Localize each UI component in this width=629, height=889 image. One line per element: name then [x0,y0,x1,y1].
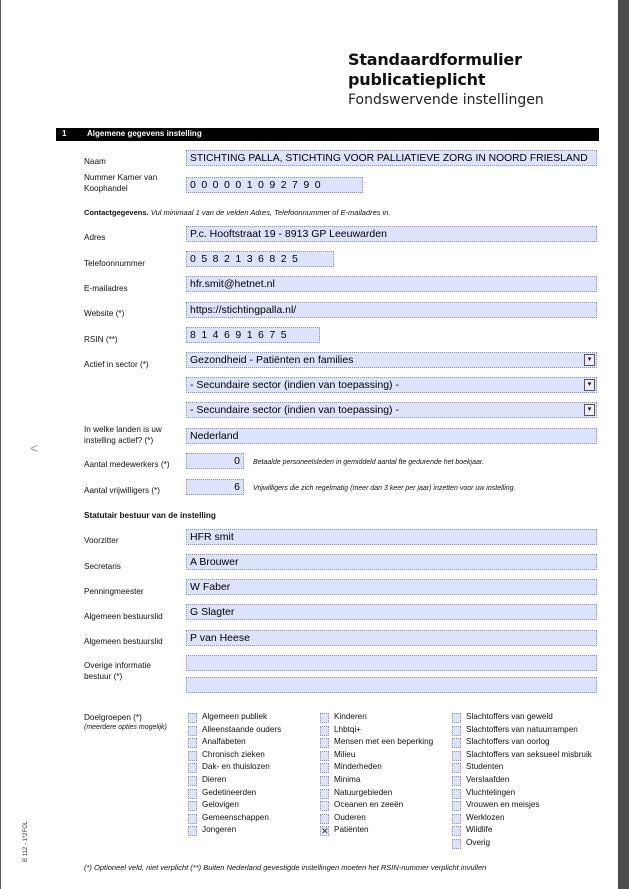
sector3-select[interactable] [186,402,597,418]
checkbox-label: Mensen met een beperking [334,737,434,747]
medewerkers-field[interactable]: 0 [186,453,244,469]
checkbox[interactable] [188,738,197,748]
checkbox-label: Vrouwen en meisjes [466,800,540,810]
checkbox-label: Overig [466,838,491,847]
dropdown-icon[interactable]: ▾ [584,379,595,391]
naam-field[interactable]: STICHTING PALLA, STICHTING VOOR PALLIATIEVE ZORG IN NOORD FRIESLAND [186,150,597,166]
tel-label: Telefoonnummer [84,259,145,268]
checkbox-label: Wildlife [466,825,493,835]
checkbox[interactable] [188,763,197,773]
adres-field[interactable]: P.c. Hooftstraat 19 - 8913 GP Leeuwarden [186,226,597,242]
checkbox[interactable] [320,789,329,799]
dropdown-icon[interactable]: ▾ [584,404,595,416]
checkbox-label: Slachtoffers van oorlog [466,737,550,747]
checkbox[interactable] [452,826,461,836]
checkbox[interactable] [452,763,461,773]
checkbox-label: Minderheden [334,762,382,772]
rsin-label: RSIN (**) [84,335,118,344]
checkbox-label: Gedetineerden [202,787,257,797]
checkbox-label: Minima [334,775,361,784]
checkbox[interactable] [452,726,461,736]
checkbox-label: Ouderen [334,812,366,822]
checkbox[interactable] [320,738,329,748]
checkbox-label: Slachtoffers van seksueel misbruik [466,749,592,759]
form-page [1,0,618,889]
sector-label: Actief in sector (*) [84,360,149,369]
checkbox[interactable] [320,814,329,824]
overig-field-2[interactable] [186,677,597,693]
checkbox-label: Werklozen [466,812,505,822]
checkbox[interactable] [452,839,461,849]
sector2-select[interactable] [186,377,597,393]
checkbox[interactable] [188,751,197,761]
dropdown-icon[interactable]: ▾ [584,354,595,366]
title-line1: Standaardformulier [348,50,522,69]
tel-field[interactable]: 0582136825 [186,251,334,267]
overig-label: Overige informatie bestuur (*) [84,661,151,681]
checkbox-label: Jongeren [202,825,237,835]
checkbox-label: Dak- en thuislozen [202,762,270,772]
doelgroepen-label: Doelgroepen (*) [84,713,142,722]
back-arrow-icon[interactable]: < [30,440,39,456]
checkbox[interactable] [188,814,197,824]
contact-heading-row [84,207,391,218]
checkbox[interactable] [452,814,461,824]
bestuur-heading: Statutair bestuur van de instelling [84,511,216,520]
checkbox[interactable] [452,776,461,786]
contact-heading: Contactgegevens. [84,208,149,217]
title-line2: publicatieplicht [348,70,486,89]
landen-field[interactable]: Nederland [186,428,597,444]
checkbox-label: Analfabeten [202,737,246,747]
overig-field-1[interactable] [186,655,597,671]
website-label: Website (*) [84,309,125,318]
checkbox[interactable]: ✕ [321,826,329,837]
website-field[interactable]: https://stichtingpalla.nl/ [186,302,597,318]
sector2-value: - Secundaire sector (indien van toepassing) - [190,379,399,391]
section-header [56,128,599,141]
checkbox-label: Dieren [202,775,227,784]
subtitle: Fondswervende instellingen [348,92,544,108]
checkbox-label: Algemeen publiek [202,712,268,721]
checkbox[interactable] [188,826,197,836]
bestuurslid1-label: Algemeen bestuurslid [84,612,163,621]
voorzitter-label: Voorzitter [84,536,119,545]
checkbox[interactable] [188,713,197,723]
checkbox[interactable] [188,776,197,786]
secretaris-field[interactable]: A Brouwer [186,554,597,570]
rsin-field[interactable]: 814691675 [186,327,320,343]
checkbox-label: Natuurgebieden [334,787,393,797]
bestuurslid2-label: Algemeen bestuurslid [84,637,163,646]
checkbox[interactable] [320,726,329,736]
checkbox-label: Alleenstaande ouders [202,724,282,734]
penningmeester-label: Penningmeester [84,587,144,596]
checkbox[interactable] [320,801,329,811]
footer-note: (*) Optioneel veld, niet verplicht (**) Buiten Nederland gevestigde instellingen moeten het RSIN-nummer verplicht invullen [84,863,487,872]
checkbox-label: Oceanen en zeeën [334,800,404,810]
side-code: B 112 - 1*2FOL [23,820,29,862]
section-number: 1 [62,129,67,138]
checkbox-label: Slachtoffers van natuurrampen [466,724,578,734]
form-title [348,50,544,110]
checkbox-label: Vluchtelingen [466,787,516,797]
bestuurslid1-field[interactable]: G Slagter [186,604,597,620]
checkbox[interactable] [452,801,461,811]
checkbox-label: Lhbtqi+ [334,724,362,734]
medewerkers-label: Aantal medewerkers (*) [84,460,170,469]
sector-value: Gezondheid - Patiënten en families [190,354,354,366]
checkbox[interactable] [188,789,197,799]
vrijwilligers-field[interactable]: 6 [186,479,244,495]
checkbox[interactable] [452,751,461,761]
checkbox-label: Patiënten [334,825,369,835]
checkbox[interactable] [320,713,329,723]
checkbox[interactable] [320,751,329,761]
penningmeester-field[interactable]: W Faber [186,579,597,595]
vrijwilligers-note: Vrijwilligers die zich regelmatig (meer dan 3 keer per jaar) inzetten voor uw instelling. [253,485,516,492]
checkbox-label: Gemeenschappen [202,812,269,822]
doelgroepen-sublabel: (meerdere opties mogelijk) [84,724,167,731]
checkbox-label: Studenten [466,762,504,772]
checkbox[interactable] [188,726,197,736]
landen-label: In welke landen is uw instelling actief? (*) [84,425,162,445]
checkbox-label: Milieu [334,749,356,759]
checkbox[interactable] [452,713,461,723]
vrijwilligers-label: Aantal vrijwilligers (*) [84,486,160,495]
naam-label: Naam [84,157,106,166]
checkbox[interactable] [320,763,329,773]
email-field[interactable]: hfr.smit@hetnet.nl [186,276,597,292]
secretaris-label: Secretaris [84,562,121,571]
section-title: Algemene gegevens instelling [87,129,202,138]
sector-select[interactable] [186,352,597,368]
sector3-value: - Secundaire sector (indien van toepassing) - [190,404,399,416]
checkbox[interactable] [452,738,461,748]
checkbox[interactable] [320,776,329,786]
checkbox-label: Gelovigen [202,800,239,810]
bestuurslid2-field[interactable]: P van Heese [186,630,597,646]
voorzitter-field[interactable]: HFR smit [186,529,597,545]
contact-note: Vul minimaal 1 van de velden Adres, Telefoonnummer of E-mailadres in. [150,208,391,217]
checkbox[interactable] [188,801,197,811]
adres-label: Adres [84,233,106,242]
email-label: E-mailadres [84,284,128,293]
checkbox-label: Slachtoffers van geweld [466,712,553,721]
kvk-field[interactable]: 000001092790 [186,177,363,193]
checkbox-label: Kinderen [334,712,367,721]
medewerkers-note: Betaalde personeelsleden in gemiddeld aantal fte gedurende het boekjaar. [253,459,484,466]
checkbox-label: Chronisch zieken [202,749,265,759]
window-border [618,0,629,889]
kvk-label: Nummer Kamer van Koophandel [84,173,158,193]
checkbox[interactable] [452,789,461,799]
checkbox-label: Verslaafden [466,775,510,784]
